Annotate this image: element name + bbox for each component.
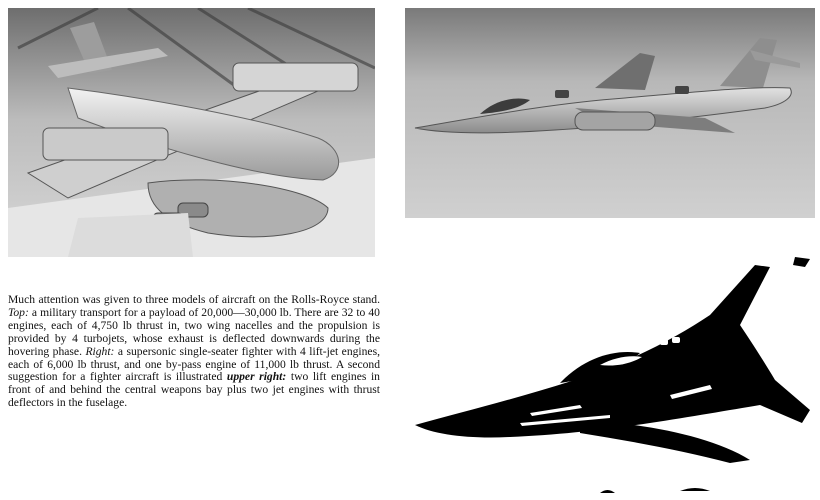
caption-part2: a military transport for a payload of 20,000—30,000 lb. There are 32 to 40 engines, each of 4,750 lb thrust in, two wing nacelles and the propulsion is provided by 4 turbojets, whose exhaust is deflected downwards during the hovering phase.	[8, 305, 380, 358]
caption-label-right: Right:	[85, 344, 115, 358]
caption-part3: a supersonic single-seater fighter with 4 lift-jet engines, each of 6,000 lb thrust, and one by-pass engine of 11,000 lb thrust. A second suggestion for a fighter aircraft is illustrated	[8, 344, 380, 384]
caption-part4: two lift engines in front of and behind the central weapons bay plus two jet engines with thrust deflectors in the fuselage.	[8, 370, 380, 410]
fighter-model-photo	[405, 8, 815, 218]
caption-label-upper-right: upper right:	[226, 370, 287, 384]
figure-caption	[8, 294, 380, 410]
transport-aircraft-illustration	[8, 8, 375, 257]
fighter-silhouette-illustration	[410, 245, 815, 500]
transport-aircraft-photo	[8, 8, 375, 257]
caption-label-top: Top:	[8, 305, 29, 319]
fighter-model-illustration	[405, 8, 815, 218]
caption-part1: Much attention was given to three models of aircraft on the Rolls-Royce stand.	[8, 293, 380, 306]
fighter-silhouette-drawing	[410, 245, 815, 500]
